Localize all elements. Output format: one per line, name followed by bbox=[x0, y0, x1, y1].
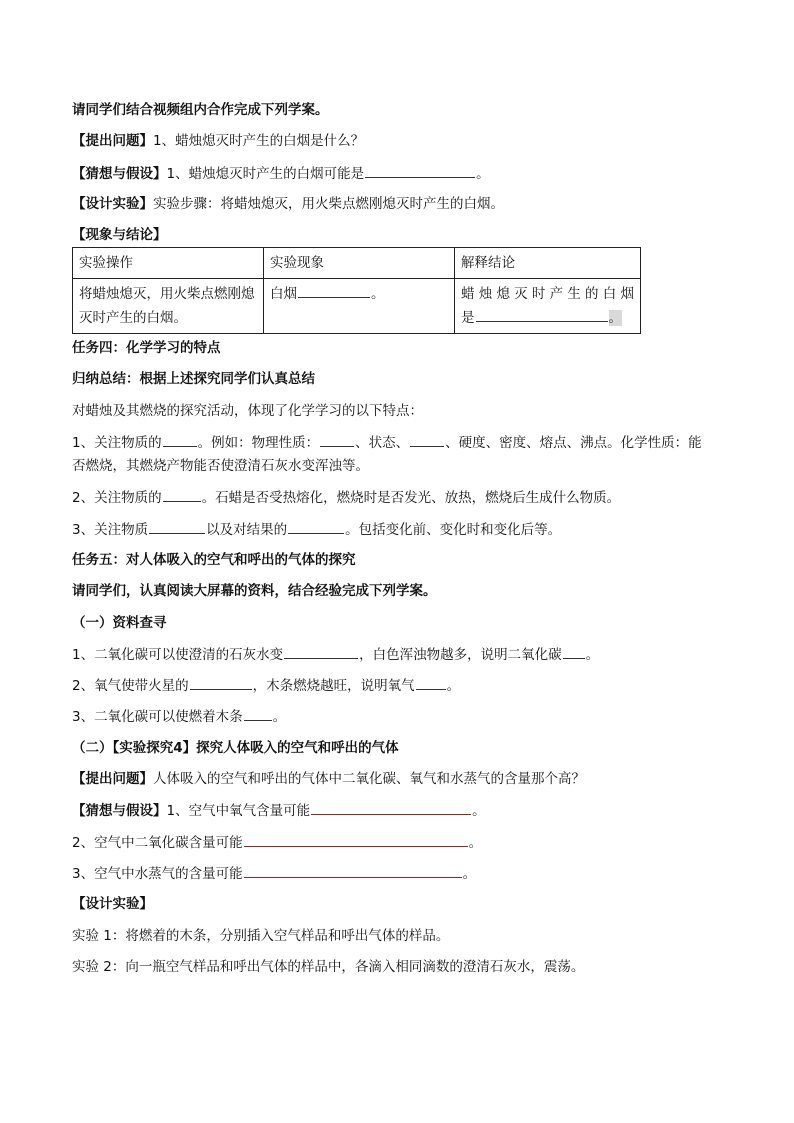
answer-blank[interactable] bbox=[311, 800, 471, 815]
text: 3、关注物质 bbox=[72, 521, 149, 538]
answer-blank[interactable] bbox=[416, 675, 446, 690]
table-cell-conclusion bbox=[455, 279, 641, 334]
text: ，白色浑浊物越多，说明二氧化碳 bbox=[359, 646, 562, 663]
punct: 。 bbox=[468, 834, 483, 851]
question-tag: 【提出问题】 bbox=[72, 133, 153, 150]
hypothesis-4 bbox=[72, 863, 732, 883]
answer-blank[interactable] bbox=[244, 832, 468, 847]
answer-blank[interactable] bbox=[410, 432, 444, 447]
answer-blank[interactable] bbox=[320, 432, 354, 447]
summary-text: 对蜡烛及其燃烧的探究活动，体现了化学学习的以下特点： bbox=[72, 402, 423, 419]
experiment-2: 实验 2：向一瓶空气样品和呼出气体的样品中，各滴入相同滴数的澄清石灰水，震荡。 bbox=[72, 958, 585, 975]
text: 、硬度、密度、熔点、沸点。化学性质：能 bbox=[445, 435, 702, 452]
table-header-row bbox=[73, 248, 641, 279]
point-2 bbox=[72, 487, 732, 507]
point-3 bbox=[72, 519, 732, 539]
intro-text: 请同学们结合视频组内合作完成下列学案。 bbox=[72, 102, 329, 118]
punct: 。 bbox=[472, 803, 486, 820]
text: 1、关注物质的 bbox=[72, 435, 162, 452]
material-1 bbox=[72, 644, 732, 664]
question-tag: 【提出问题】 bbox=[72, 771, 153, 788]
text: 。石蜡是否受热熔化，燃烧时是否发光、放热，燃烧后生成什么物质。 bbox=[201, 490, 621, 507]
design-1 bbox=[72, 194, 732, 214]
table-cell-phenomenon bbox=[264, 279, 455, 334]
intro2-text: 请同学们，认真阅读大屏幕的资料，结合经验完成下列学案。 bbox=[72, 583, 437, 600]
hypothesis-text: 1、空气中氧气含量可能 bbox=[166, 803, 311, 820]
experiment-1: 实验 1：将燃着的木条，分别插入空气样品和呼出气体的样品。 bbox=[72, 927, 450, 944]
answer-blank[interactable] bbox=[284, 644, 358, 659]
punct: 。 bbox=[476, 165, 490, 182]
punct: 。 bbox=[608, 310, 622, 327]
question-text: 人体吸入的空气和呼出的气体中二氧化碳、氧气和水蒸气的含量那个高？ bbox=[153, 771, 585, 788]
text: 。例如：物理性质： bbox=[197, 435, 320, 452]
text: ，木条燃烧越旺，说明氧气 bbox=[252, 678, 415, 695]
hypothesis-text: 2、空气中二氧化碳含量可能 bbox=[72, 834, 243, 851]
table-cell-operation bbox=[73, 279, 264, 334]
question-2 bbox=[72, 769, 732, 789]
punct: 。 bbox=[462, 865, 477, 882]
question-text: 1、蜡烛熄灭时产生的白烟是什么？ bbox=[153, 133, 365, 150]
answer-blank[interactable] bbox=[244, 863, 462, 878]
answer-blank[interactable] bbox=[149, 519, 205, 534]
cell-line: 灭时产生的白烟。 bbox=[79, 310, 187, 327]
answer-blank[interactable] bbox=[298, 283, 370, 298]
punct: 。 bbox=[446, 678, 461, 695]
text: 以及对结果的 bbox=[206, 521, 288, 538]
question-1 bbox=[72, 131, 732, 151]
table-row bbox=[73, 279, 641, 334]
hypothesis-text: 1、蜡烛熄灭时产生的白烟可能是 bbox=[166, 165, 365, 182]
answer-blank[interactable] bbox=[190, 675, 252, 690]
design-tag: 【设计实验】 bbox=[72, 195, 153, 212]
answer-blank[interactable] bbox=[288, 519, 344, 534]
design-text: 实验步骤：将蜡烛熄灭，用火柴点燃刚熄灭时产生的白烟。 bbox=[153, 195, 504, 212]
cell-line: 蜡烛熄灭时产生的白烟 bbox=[461, 286, 634, 303]
text: 3、二氧化碳可以使燃着木条 bbox=[72, 709, 243, 726]
table-header: 实验操作 bbox=[73, 248, 264, 279]
hypothesis-1 bbox=[72, 163, 732, 183]
text: 2、关注物质的 bbox=[72, 490, 162, 507]
cell-text: 白烟 bbox=[270, 286, 297, 303]
design-2-heading: 【设计实验】 bbox=[72, 896, 153, 913]
text: 。包括变化前、变化时和变化后等。 bbox=[345, 521, 562, 538]
answer-blank[interactable] bbox=[163, 432, 197, 447]
section2-heading: （二）【实验探究4】探究人体吸入的空气和呼出的气体 bbox=[72, 739, 399, 756]
cell-text: 是 bbox=[461, 310, 475, 327]
section1-heading: （一）资料查寻 bbox=[72, 614, 167, 631]
answer-blank[interactable] bbox=[163, 487, 201, 502]
hypothesis-text: 3、空气中水蒸气的含量可能 bbox=[72, 865, 243, 882]
point-1 bbox=[72, 432, 732, 452]
text: 2、氧气使带火星的 bbox=[72, 678, 189, 695]
punct: 。 bbox=[585, 646, 600, 663]
text: 、状态、 bbox=[355, 435, 410, 452]
punct: 。 bbox=[272, 709, 287, 726]
cell-line: 将蜡烛熄灭，用火柴点燃刚熄 bbox=[79, 286, 255, 303]
hypothesis-tag: 【猜想与假设】 bbox=[72, 803, 167, 820]
material-3 bbox=[72, 706, 732, 726]
point-1-cont: 否燃烧，其燃烧产物能否使澄清石灰水变浑浊等。 bbox=[72, 458, 369, 475]
cell-line bbox=[461, 306, 634, 330]
hypothesis-tag: 【猜想与假设】 bbox=[72, 165, 167, 182]
text: 1、二氧化碳可以使澄清的石灰水变 bbox=[72, 646, 284, 663]
table-header: 实验现象 bbox=[264, 248, 455, 279]
answer-blank[interactable] bbox=[244, 706, 272, 721]
answer-blank[interactable] bbox=[563, 644, 585, 659]
summary-heading: 归纳总结：根据上述探究同学们认真总结 bbox=[72, 371, 315, 388]
table-header: 解释结论 bbox=[455, 248, 641, 279]
hypothesis-3 bbox=[72, 832, 732, 852]
result-table bbox=[72, 247, 641, 334]
material-2 bbox=[72, 675, 732, 695]
punct: 。 bbox=[371, 286, 385, 303]
task5-heading: 任务五：对人体吸入的空气和呼出的气体的探究 bbox=[72, 551, 356, 568]
hypothesis-2 bbox=[72, 800, 732, 820]
answer-blank[interactable] bbox=[365, 163, 475, 178]
answer-blank[interactable] bbox=[476, 307, 608, 322]
task4-heading: 任务四：化学学习的特点 bbox=[72, 340, 221, 357]
phenomenon-heading: 【现象与结论】 bbox=[72, 227, 167, 244]
worksheet bbox=[72, 100, 732, 988]
